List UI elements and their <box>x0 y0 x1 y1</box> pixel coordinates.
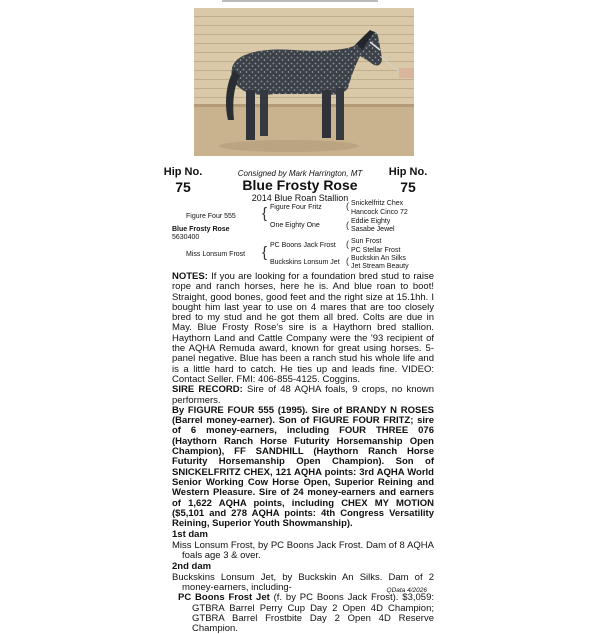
pedigree-g3: Jet Stream Beauty <box>351 263 409 270</box>
consignor-line: Consigned by Mark Harrington, MT <box>237 169 363 178</box>
notes-label: NOTES: <box>172 271 208 282</box>
pedigree-brace: ( <box>346 239 349 249</box>
pedigree-subject-reg: 5630400 <box>172 234 200 241</box>
pedigree-brace: ( <box>346 256 349 266</box>
pedigree-g3: PC Stellar Frost <box>351 247 401 254</box>
horse-name: Blue Frosty Rose <box>242 177 358 193</box>
pedigree-brace: ( <box>346 201 349 211</box>
pedigree-g3: Sun Frost <box>351 238 382 245</box>
second-dam-heading: 2nd dam <box>172 561 212 573</box>
hip-number: 75 <box>175 179 191 195</box>
sire-record-text: Sire of 48 AQHA foals, 9 crops, no known performers. <box>172 384 434 406</box>
pedigree-subject: Blue Frosty Rose <box>172 226 230 233</box>
hip-label: Hip No. <box>163 166 203 178</box>
first-dam-text: Miss Lonsum Frost, by PC Boons Jack Frost. Dam of 8 AQHA foals age 3 & over. <box>172 539 434 562</box>
sire-record-label: SIRE RECORD: <box>172 384 243 396</box>
produce-text: (f. by PC Boons Jack Frost). $3,059: GTBRA Barrel Perry Cup Day 2 Open 4D Champion; GTBRA Barrel Frostbite Day 2 Open 4D Reserve Champion. <box>192 592 434 634</box>
pedigree-dam: Miss Lonsum Frost <box>186 251 246 258</box>
sire-paragraph: By FIGURE FOUR 555 (1995). Sire of BRANDY N ROSES (Barrel money-earner). Son of FIGURE FOUR FRITZ; sire of 6 money-earners, including FOUR THREE 076 (Haythorn Ranch Horse Futurity Horsemanship Open Champion), FF SANDHILL (Haythorn Ranch Horse Futurity Horsemanship Open Champion). Son of SNICKELFRITZ CHEX, 121 AQHA points: 3rd AQHA World Senior Working Cow Horse Open, Superior Reining and Western Pleasure. Sire of 24 money-earners and earners of 1,622 AQHA points, including CHEX MY MOTION ($5,101 and 278 AQHA points: 4th Congress Versatility Reining, Superior Youth Showmanship). <box>172 404 434 530</box>
pedigree-dam-dam: Buckskins Lonsum Jet <box>270 259 340 266</box>
pedigree-g3: Eddie Eighty <box>351 218 391 225</box>
pedigree-dam-sire: PC Boons Jack Frost <box>270 242 336 249</box>
catalog-text <box>172 272 434 634</box>
pedigree-brace: ( <box>346 220 349 230</box>
sire-record-paragraph <box>172 385 434 406</box>
pedigree-g3: Sasabe Jewel <box>351 226 395 233</box>
pedigree-brace: { <box>262 244 268 261</box>
pedigree-sire: Figure Four 555 <box>186 213 236 220</box>
horse-description: 2014 Blue Roan Stallion <box>251 193 349 203</box>
second-dam-text: Buckskins Lonsum Jet, by Buckskin An Silks. Dam of 2 money-earners, including- <box>172 571 434 593</box>
hip-number: 75 <box>400 179 416 195</box>
pedigree-g3: Hancock Cinco 72 <box>351 209 408 216</box>
notes-text: If you are looking for a foundation bred stud to raise rope and ranch horses, here he is. And blue roan to boot! Straight, good bones, good feet and the right size at 15.1hh. I bought him last year to use on 4 mares that are too closely bred to my stud and he got them all bred. Colts are due in May. Blue Frosty Rose's sire is a Haythorn bred stallion. Haythorn Land and Cattle Company were the '93 recipient of the AQHA Remuda award, known for great using horses. 5-panel negative. Blue has been a ranch stud his whole life and is a little hard to catch. He ties up and leads fine. VIDEO: Contact Seller. FMI: 406-855-4125. Coggins. <box>172 271 434 385</box>
pedigree-brace: { <box>262 205 268 222</box>
produce-entry <box>172 593 434 634</box>
top-rule <box>222 0 378 2</box>
pedigree-sire-dam: One Eighty One <box>270 222 320 229</box>
footer-credit: QData 4/2026 <box>386 587 427 594</box>
horse-photo <box>194 8 414 156</box>
first-dam-heading: 1st dam <box>172 529 208 541</box>
hip-label: Hip No. <box>388 166 428 178</box>
pedigree-g3: Snickelfritz Chex <box>351 200 404 207</box>
pedigree-sire-sire: Figure Four Fritz <box>270 204 322 211</box>
pedigree-g3: Buckskin An Silks <box>351 255 406 262</box>
produce-name: PC Boons Frost Jet <box>178 592 270 604</box>
notes-paragraph <box>172 272 434 385</box>
